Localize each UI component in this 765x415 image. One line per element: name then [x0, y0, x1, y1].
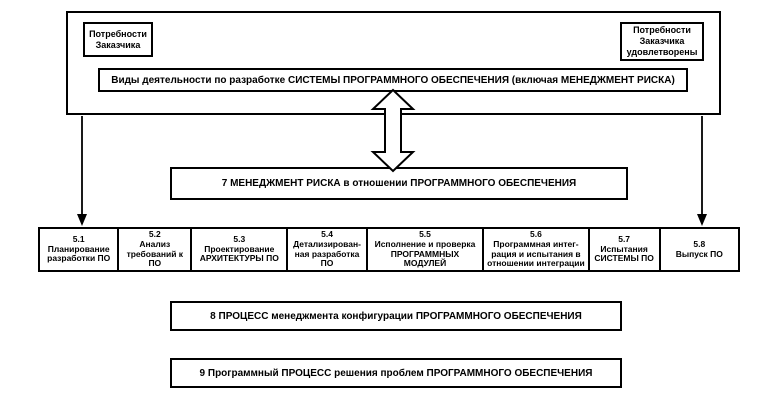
process-label: Детализирован-ная разработка ПО	[293, 238, 361, 269]
process-number: 5.1	[72, 233, 85, 244]
process-number: 5.7	[618, 233, 631, 244]
process-box-5-2	[117, 229, 190, 270]
process-label: Программная интег-рация и испытания в отношении интеграции	[487, 238, 585, 269]
process-box-5-7	[588, 229, 659, 270]
risk-management-label: 7 МЕНЕДЖМЕНТ РИСКА в отношении ПРОГРАММНОГО ОБЕСПЕЧЕНИЯ	[221, 178, 577, 189]
risk-management-box	[170, 167, 628, 200]
process-number: 5.4	[321, 228, 333, 239]
customer-needs-box	[83, 22, 153, 57]
customer-needs-label: Потребности Заказчика	[89, 28, 147, 50]
process-box-5-4	[286, 229, 365, 270]
right-down-arrow-icon	[697, 116, 707, 226]
process-label: Анализ требований к ПО	[126, 238, 184, 269]
process-label: Испытания СИСТЕМЫ ПО	[594, 243, 654, 264]
configuration-management-box	[170, 301, 622, 331]
process-number: 5.5	[419, 228, 431, 239]
process-label: Планирование разработки ПО	[47, 243, 111, 264]
customer-needs-satisfied-box	[620, 22, 704, 61]
process-label: Проектирование АРХИТЕКТУРЫ ПО	[199, 243, 279, 264]
process-box-5-6	[482, 229, 587, 270]
process-box-5-8	[659, 229, 738, 270]
problem-resolution-box	[170, 358, 622, 388]
process-box-5-3	[190, 229, 286, 270]
process-number: 5.2	[148, 228, 161, 239]
process-row	[38, 227, 740, 272]
process-box-5-5	[366, 229, 483, 270]
process-number: 5.8	[693, 238, 706, 249]
left-down-arrow-icon	[77, 116, 87, 226]
development-activities-label: Виды деятельности по разработке СИСТЕМЫ ПРОГРАММНОГО ОБЕСПЕЧЕНИЯ (включая МЕНЕДЖМЕНТ РИСКА)	[111, 74, 675, 86]
process-label: Исполнение и проверка ПРОГРАММНЫХ МОДУЛЕЙ	[374, 238, 476, 269]
development-activities-box	[98, 68, 688, 92]
problem-resolution-label: 9 Программный ПРОЦЕСС решения проблем ПРОГРАММНОГО ОБЕСПЕЧЕНИЯ	[199, 367, 593, 379]
process-box-5-1	[40, 229, 117, 270]
process-label: Выпуск ПО	[675, 248, 723, 259]
process-number: 5.6	[530, 228, 542, 239]
process-number: 5.3	[233, 233, 246, 244]
configuration-management-label: 8 ПРОЦЕСС менеджмента конфигурации ПРОГРАММНОГО ОБЕСПЕЧЕНИЯ	[210, 310, 582, 322]
customer-needs-satisfied-label: Потребности Заказчика удовлетворены	[626, 25, 698, 57]
